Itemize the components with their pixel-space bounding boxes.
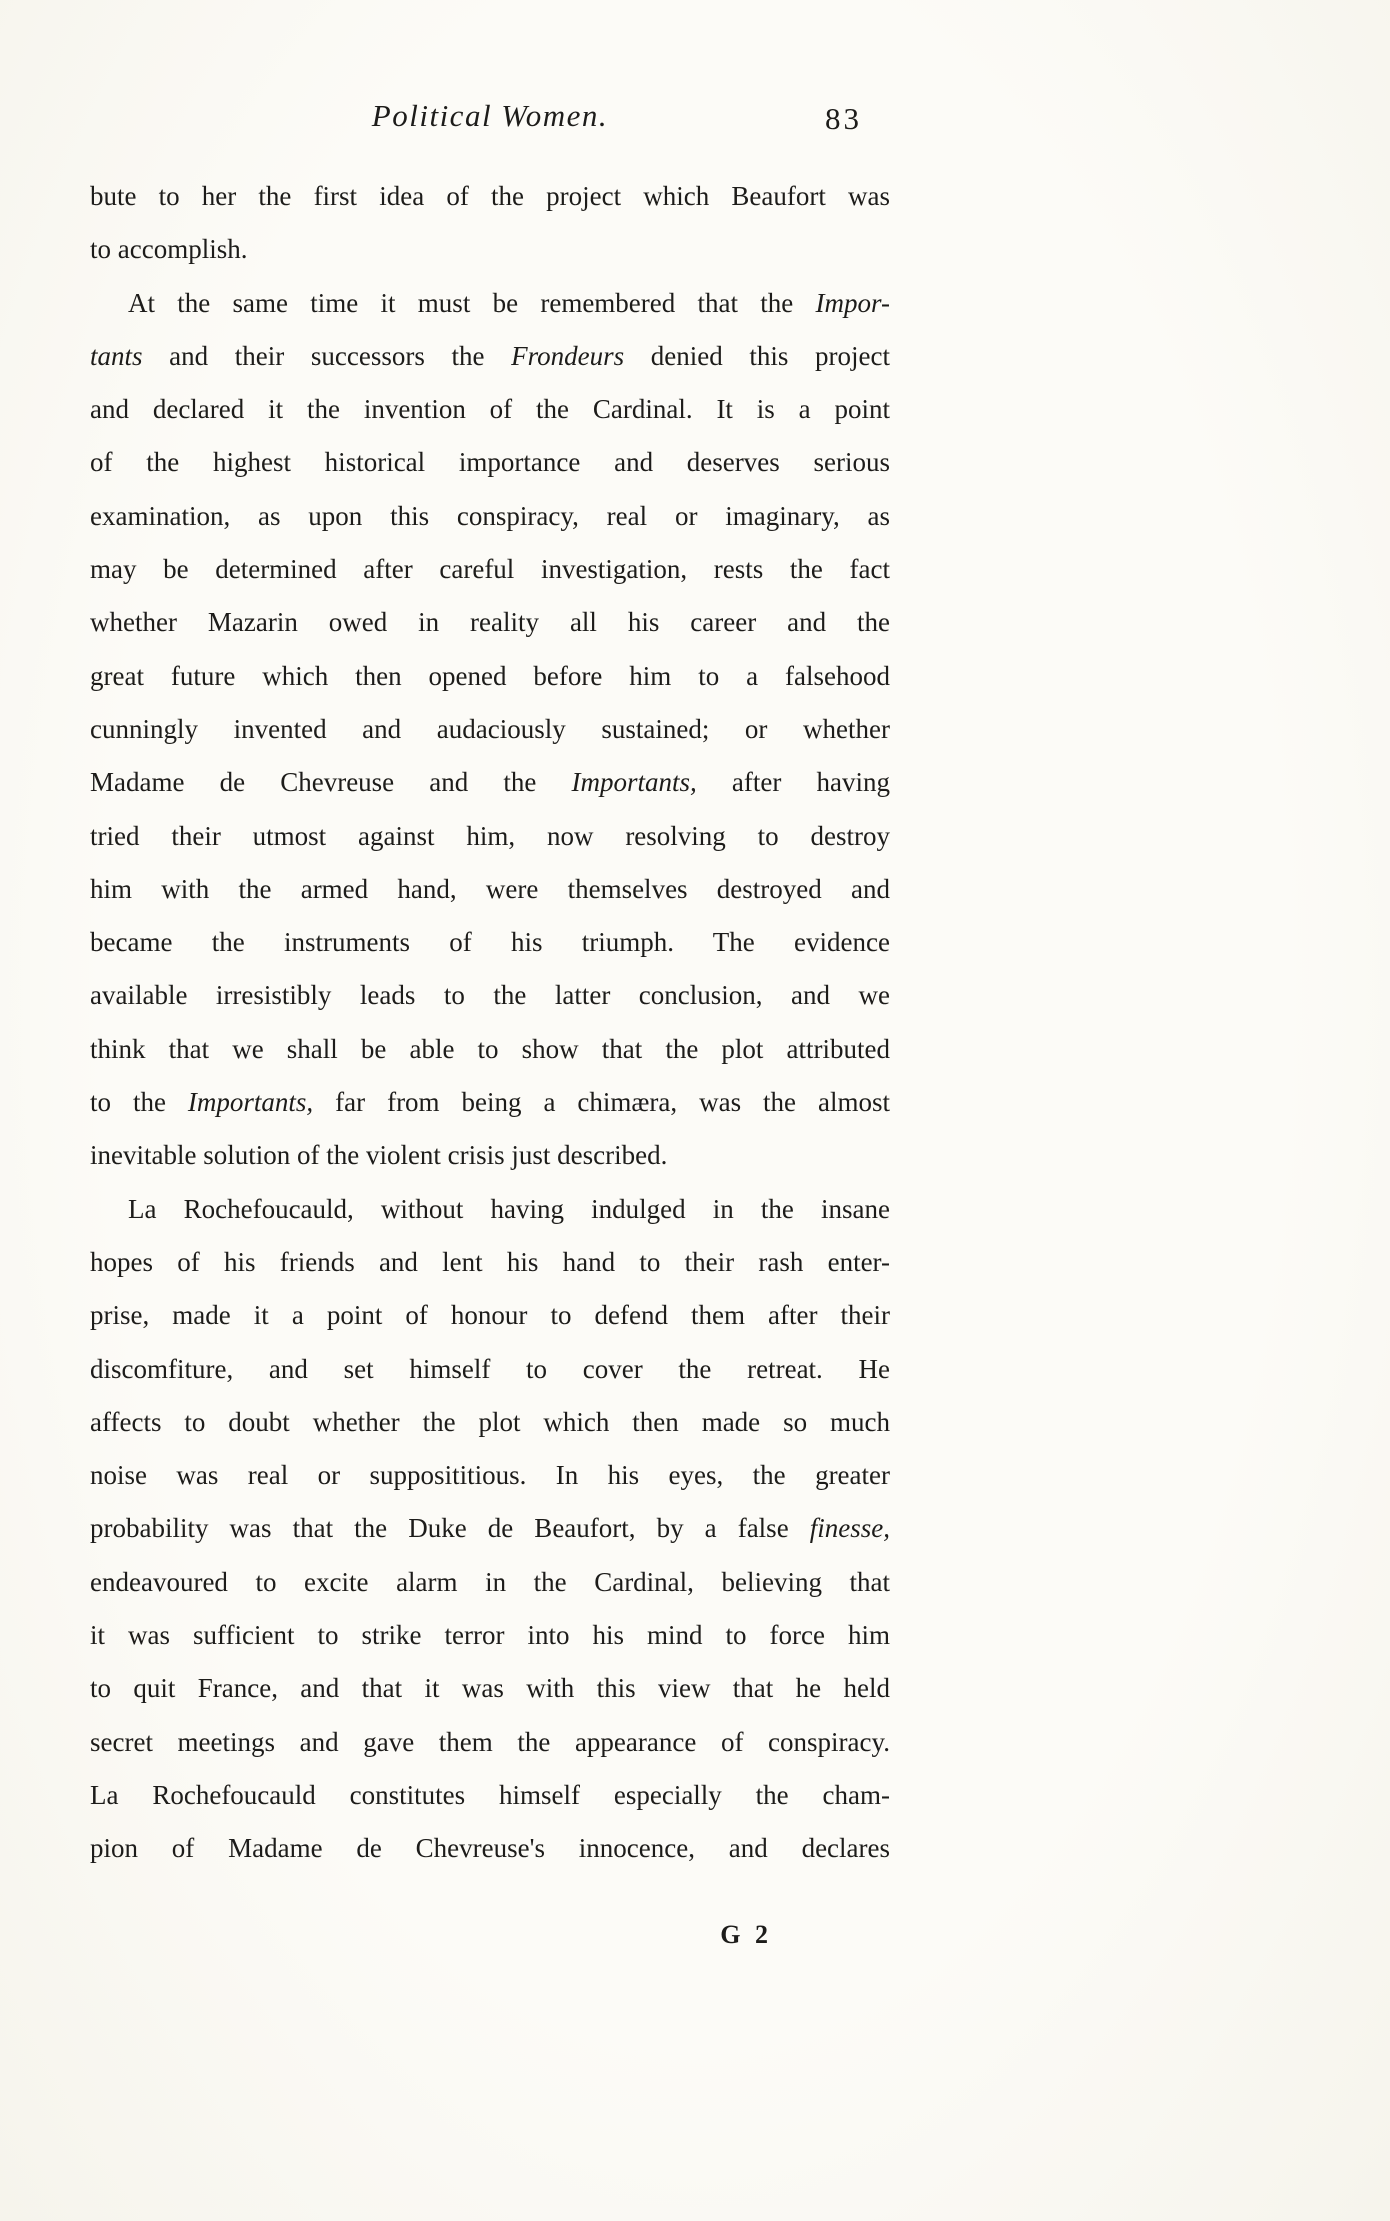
- body-text: La Rochefoucauld constitutes himself especially the cham-: [90, 1779, 890, 1810]
- text-line: [90, 330, 890, 383]
- body-text: Madame de Chevreuse and the: [90, 767, 572, 798]
- body-text: became the instruments of his triumph. The evidence: [90, 927, 890, 958]
- body-text: of the highest historical importance and deserves serious: [90, 447, 890, 478]
- text-line: [90, 1023, 890, 1076]
- text-line: [90, 1396, 890, 1449]
- page-header: [90, 98, 890, 148]
- text-line: [90, 436, 890, 489]
- text-line: [90, 596, 890, 649]
- text-line: [90, 490, 890, 543]
- text-line: [90, 756, 890, 809]
- text-line: [90, 1716, 890, 1769]
- body-text: cunningly invented and audaciously sustained; or whether: [90, 713, 890, 744]
- text-line: [90, 170, 890, 223]
- body-text: whether Mazarin owed in reality all his career and the: [90, 607, 890, 638]
- paragraph: [90, 277, 890, 1183]
- body-text: after having: [696, 767, 890, 798]
- italic-text: Importants,: [187, 1087, 314, 1118]
- signature-mark: G 2: [720, 1920, 772, 1949]
- body-text: and their successors the: [142, 340, 512, 371]
- body-text: great future which then opened before him to a falsehood: [90, 660, 890, 691]
- text-line: [90, 1343, 890, 1396]
- text-line: [90, 277, 890, 330]
- italic-text: tants: [90, 340, 143, 371]
- body-text: may be determined after careful investigation, rests the fact: [90, 554, 890, 585]
- body-text: bute to her the first idea of the project which Beaufort was: [90, 181, 890, 211]
- body-text: it was sufficient to strike terror into his mind to force him: [90, 1620, 890, 1651]
- body-text: prise, made it a point of honour to defend them after their: [90, 1300, 890, 1331]
- page-number: 83: [825, 101, 862, 136]
- text-line: [90, 969, 890, 1022]
- italic-text: Importants,: [571, 767, 697, 798]
- running-title: Political Women.: [371, 98, 609, 133]
- italic-text: Frondeurs: [511, 340, 625, 371]
- body-text: to the: [90, 1087, 188, 1118]
- body-text: tried their utmost against him, now resolving to destroy: [90, 820, 890, 851]
- text-line: [90, 1129, 890, 1182]
- body-text: At the same time it must be remembered that the: [128, 287, 816, 318]
- paragraph: [90, 170, 890, 277]
- text-line: [90, 1822, 890, 1875]
- body-text: discomfiture, and set himself to cover the retreat. He: [90, 1353, 890, 1384]
- body-text: inevitable solution of the violent crisis just described.: [90, 1140, 668, 1171]
- body-text: to accomplish.: [90, 234, 248, 265]
- body-text: hopes of his friends and lent his hand to their rash enter-: [90, 1246, 890, 1277]
- text-line: [90, 1556, 890, 1609]
- text-line: [90, 543, 890, 596]
- body-text: affects to doubt whether the plot which then made so much: [90, 1406, 890, 1437]
- text-line: [90, 810, 890, 863]
- body-text: La Rochefoucauld, without having indulged in the insane: [128, 1193, 890, 1224]
- body-text: denied this project: [624, 340, 890, 371]
- text-line: [90, 1076, 890, 1129]
- text-line: [90, 1183, 890, 1236]
- page-body: [90, 170, 890, 1876]
- text-line: [90, 223, 890, 276]
- body-text: endeavoured to excite alarm in the Cardinal, believing that: [90, 1566, 890, 1597]
- body-text: to quit France, and that it was with this view that he held: [90, 1673, 890, 1704]
- text-line: [90, 1289, 890, 1342]
- body-text: and declared it the invention of the Cardinal. It is a point: [90, 394, 890, 425]
- text-line: [90, 1662, 890, 1715]
- text-line: [90, 703, 890, 756]
- text-line: [90, 1236, 890, 1289]
- text-line: [90, 863, 890, 916]
- text-line: [90, 383, 890, 436]
- text-line: [90, 1502, 890, 1555]
- body-text: think that we shall be able to show that the plot attributed: [90, 1033, 890, 1064]
- body-text: examination, as upon this conspiracy, real or imaginary, as: [90, 500, 890, 531]
- body-text: him with the armed hand, were themselves destroyed and: [90, 873, 890, 904]
- text-line: [90, 1769, 890, 1822]
- body-text: available irresistibly leads to the latter conclusion, and we: [90, 980, 890, 1011]
- paragraph: [90, 1183, 890, 1876]
- body-text: pion of Madame de Chevreuse's innocence, and declares: [90, 1833, 890, 1864]
- body-text: noise was real or supposititious. In his eyes, the greater: [90, 1460, 890, 1491]
- text-line: [90, 650, 890, 703]
- text-line: [90, 916, 890, 969]
- italic-text: finesse,: [809, 1513, 890, 1544]
- text-line: [90, 1609, 890, 1662]
- body-text: far from being a chimæra, was the almost: [313, 1087, 890, 1118]
- body-text: probability was that the Duke de Beaufort, by a false: [90, 1513, 810, 1544]
- text-line: [90, 1449, 890, 1502]
- body-text: secret meetings and gave them the appearance of conspiracy.: [90, 1726, 890, 1757]
- italic-text: Impor-: [815, 287, 890, 318]
